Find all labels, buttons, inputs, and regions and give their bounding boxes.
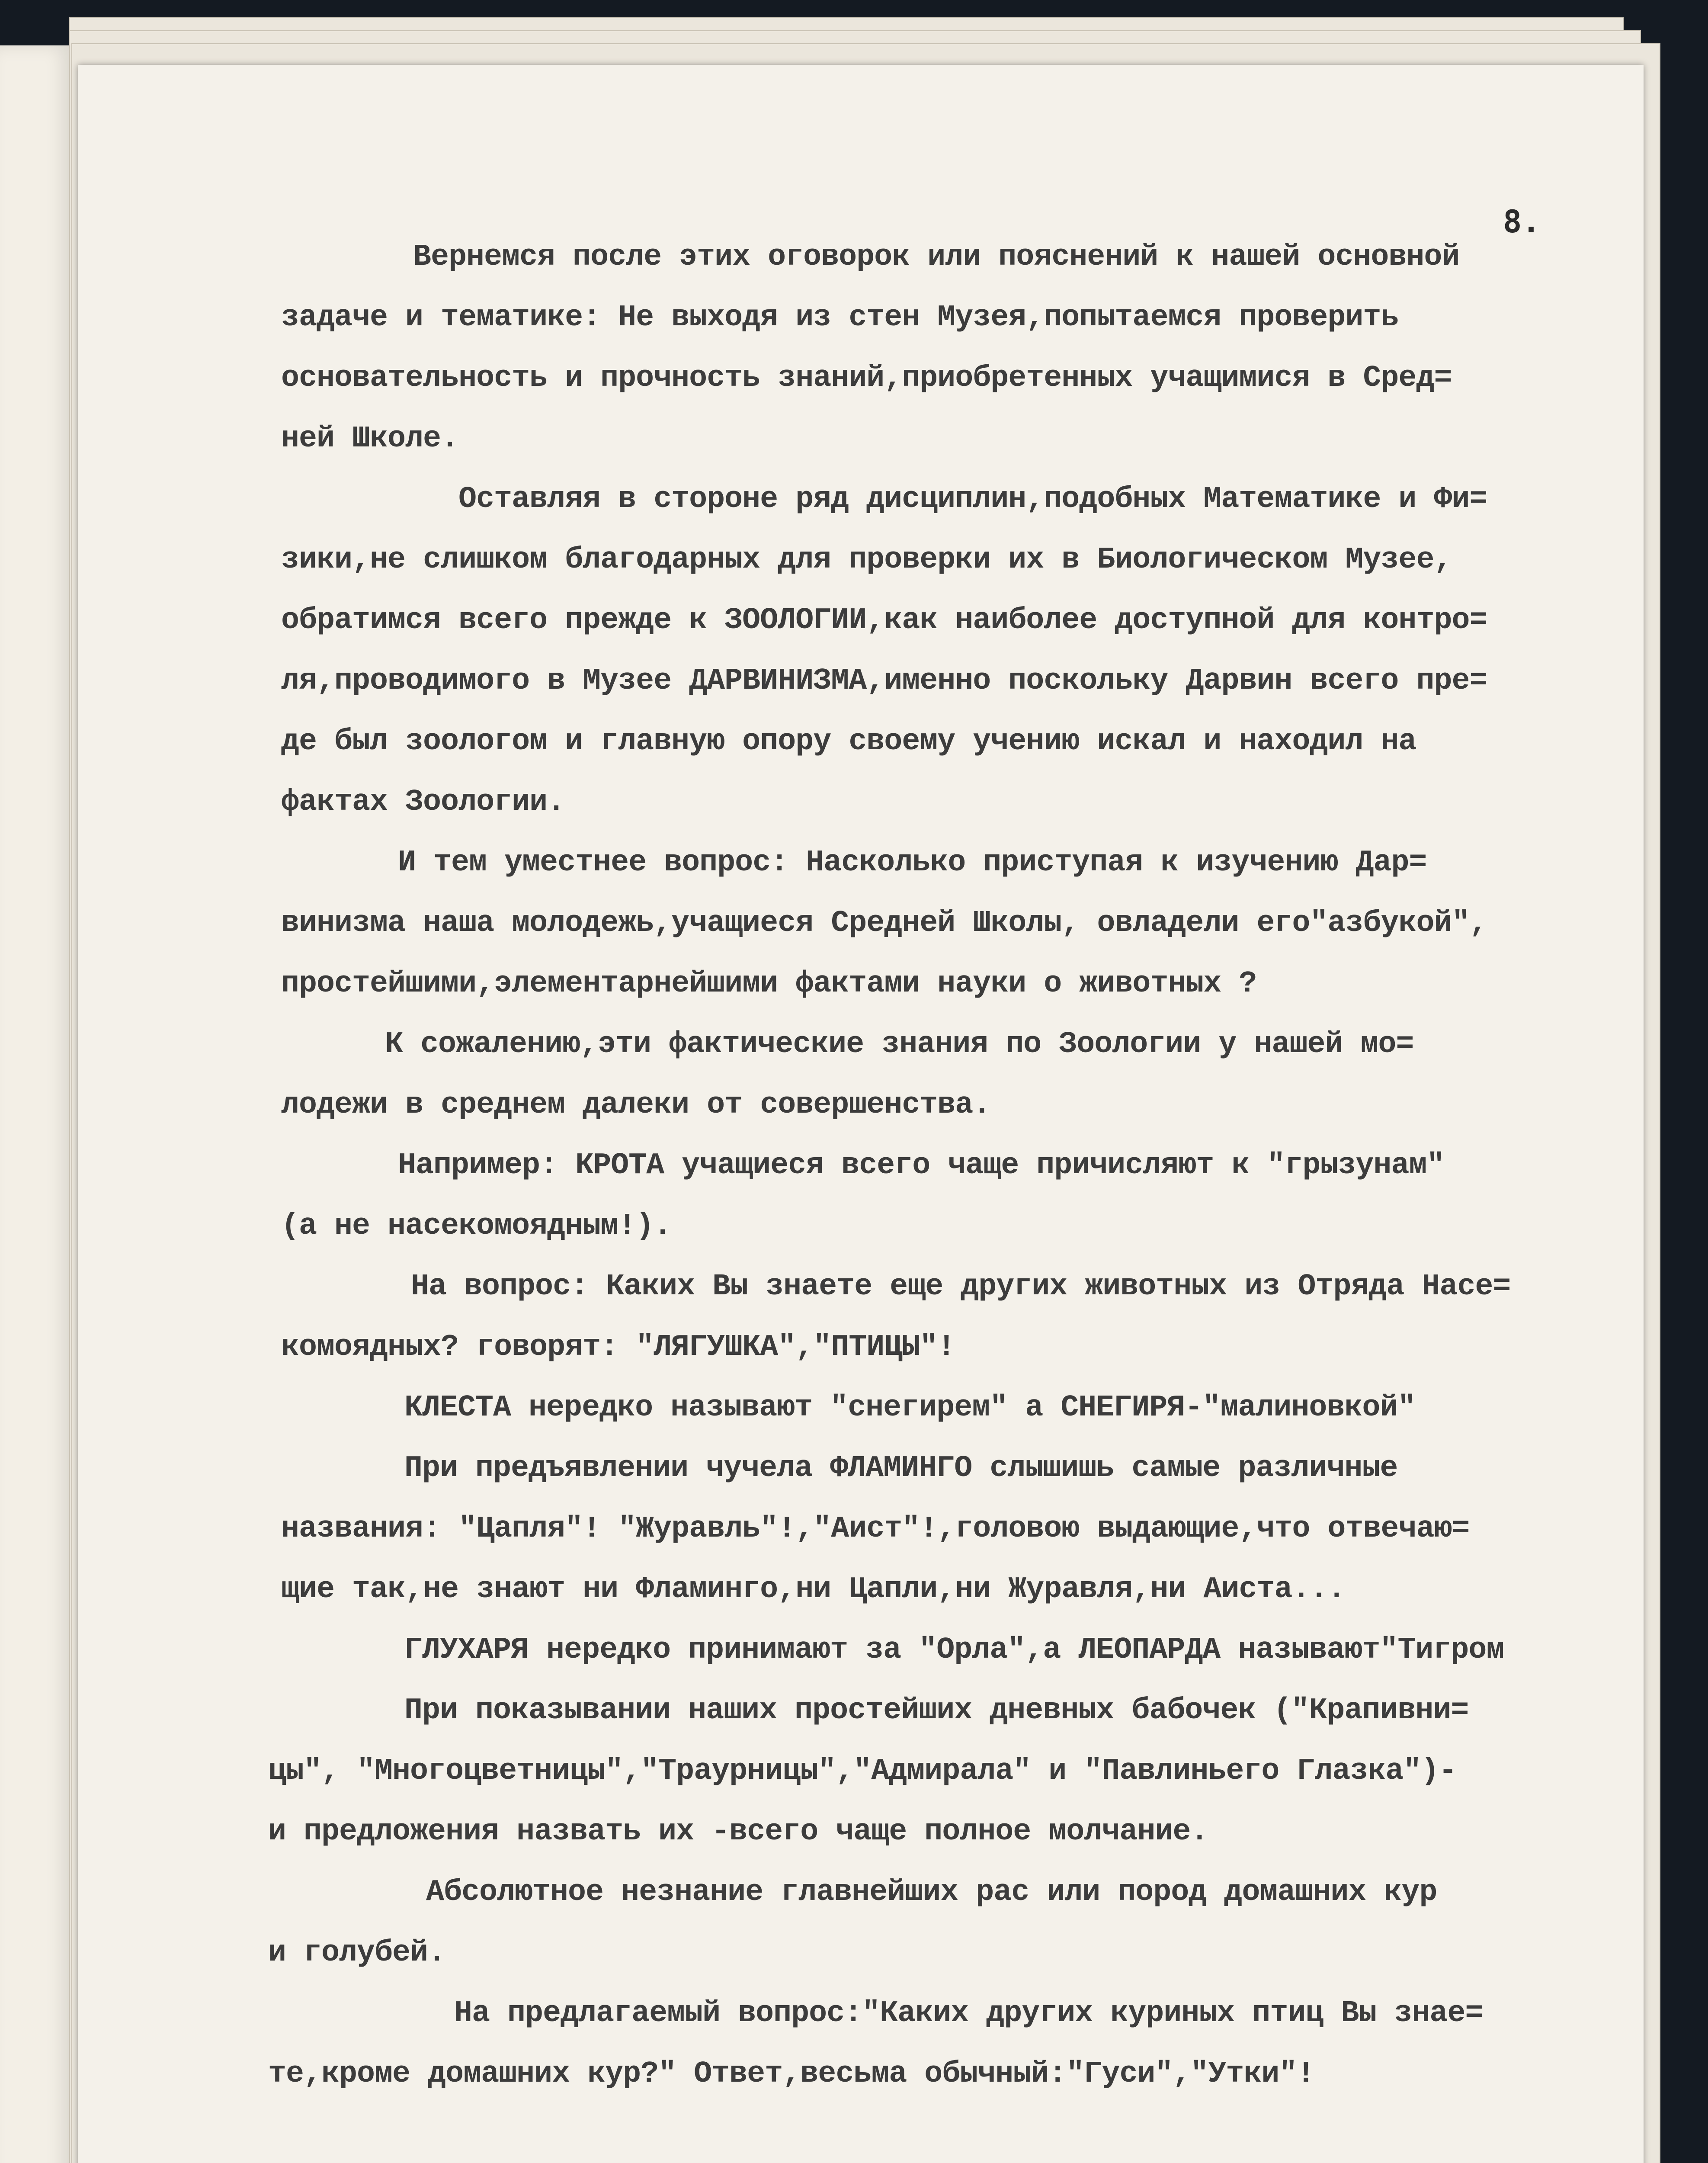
text-line: названия: "Цапля"! "Журавль"!,"Аист"!,головою выдающие,что отвечаю= bbox=[281, 1512, 1470, 1546]
page-number: 8. bbox=[1503, 203, 1541, 240]
text-line: Вернемся после этих оговорок или пояснений к нашей основной bbox=[413, 240, 1460, 274]
text-line: зики,не слишком благодарных для проверки их в Биологическом Музее, bbox=[281, 543, 1452, 577]
text-line: фактах Зоологии. bbox=[281, 785, 565, 819]
text-line: При предъявлении чучела ФЛАМИНГО слышишь самые различные bbox=[404, 1451, 1398, 1486]
text-line: Абсолютное незнание главнейших рас или пород домашних кур bbox=[426, 1875, 1437, 1909]
text-line: задаче и тематике: Не выходя из стен Музея,попытаемся проверить bbox=[281, 301, 1399, 335]
text-line: К сожалению,эти фактические знания по Зоологии у нашей мо= bbox=[385, 1027, 1414, 1062]
text-line: винизма наша молодежь,учащиеся Средней Школы, овладели его"азбукой", bbox=[281, 906, 1487, 940]
text-line: ля,проводимого в Музее ДАРВИНИЗМА,именно поскольку Дарвин всего пре= bbox=[281, 664, 1487, 698]
text-line: обратимся всего прежде к ЗООЛОГИИ,как наиболее доступной для контро= bbox=[281, 603, 1487, 638]
text-line: основательность и прочность знаний,приобретенных учащимися в Сред= bbox=[281, 361, 1452, 395]
text-line: И тем уместнее вопрос: Насколько приступая к изучению Дар= bbox=[398, 846, 1427, 880]
text-line: цы", "Многоцветницы","Траурницы","Адмирала" и "Павлиньего Глазка")- bbox=[268, 1754, 1457, 1788]
text-line: Оставляя в стороне ряд дисциплин,подобных Математике и Фи= bbox=[458, 482, 1487, 517]
text-line: ней Школе. bbox=[281, 422, 459, 456]
left-facing-page bbox=[0, 45, 75, 2163]
text-line: (а не насекомоядным!). bbox=[281, 1209, 672, 1243]
text-line: де был зоологом и главную опору своему учению искал и находил на bbox=[281, 725, 1416, 759]
text-line: КЛЕСТА нередко называют "снегирем" а СНЕГИРЯ-"малиновкой" bbox=[404, 1391, 1416, 1425]
text-line: и голубей. bbox=[268, 1936, 446, 1970]
text-line: щие так,не знают ни Фламинго,ни Цапли,ни Журавля,ни Аиста... bbox=[281, 1573, 1346, 1607]
text-line: и предложения назвать их -всего чаще полное молчание. bbox=[268, 1815, 1208, 1849]
text-line: те,кроме домашних кур?" Ответ,весьма обычный:"Гуси","Утки"! bbox=[268, 2057, 1315, 2091]
text-line: На предлагаемый вопрос:"Каких других куриных птиц Вы знае= bbox=[454, 1996, 1483, 2031]
text-line: простейшими,элементарнейшими фактами науки о животных ? bbox=[281, 967, 1257, 1001]
text-line: Например: КРОТА учащиеся всего чаще причисляют к "грызунам" bbox=[398, 1149, 1445, 1183]
text-line: комоядных? говорят: "ЛЯГУШКА","ПТИЦЫ"! bbox=[281, 1330, 955, 1364]
text-line: ГЛУХАРЯ нередко принимают за "Орла",а ЛЕОПАРДА называют"Тигром bbox=[404, 1633, 1504, 1667]
text-line: На вопрос: Каких Вы знаете еще других животных из Отряда Насе= bbox=[411, 1270, 1511, 1304]
text-line: При показывании наших простейших дневных бабочек ("Крапивни= bbox=[404, 1694, 1469, 1728]
text-line: лодежи в среднем далеки от совершенства. bbox=[281, 1088, 991, 1122]
